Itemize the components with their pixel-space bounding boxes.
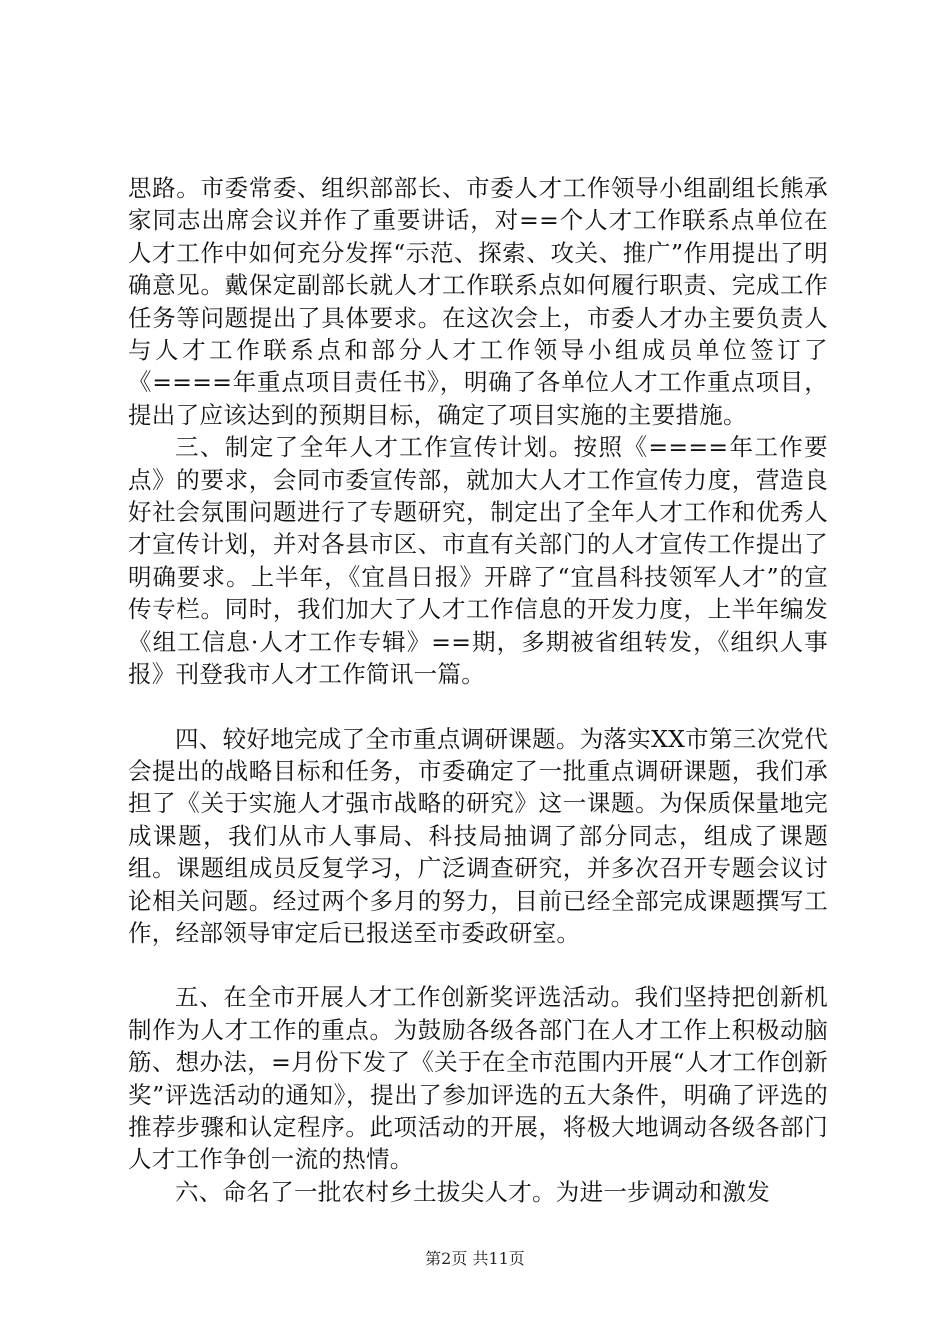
document-body [128, 172, 828, 1208]
paragraph-section-4: 四、较好地完成了全市重点调研课题。为落实XX市第三次党代会提出的战略目标和任务，市委确定了一批重点调研课题，我们承担了《关于实施人才强市战略的研究》这一课题。为保质保量地完成课题，我们从市人事局、科技局抽调了部分同志，组成了课题组。课题组成员反复学习，广泛调查研究，并多次召开专题会议讨论相关问题。经过两个多月的努力，目前已经全部完成课题撰写工作，经部领导审定后已报送至市委政研室。 [128, 724, 828, 947]
paragraph-continuation: 思路。市委常委、组织部部长、市委人才工作领导小组副组长熊承家同志出席会议并作了重要讲话，对==个人才工作联系点单位在人才工作中如何充分发挥“示范、探索、攻关、推广”作用提出了明确意见。戴保定副部长就人才工作联系点如何履行职责、完成工作任务等问题提出了具体要求。在这次会上，市委人才办主要负责人与人才工作联系点和部分人才工作领导小组成员单位签订了《====年重点项目责任书》，明确了各单位人才工作重点项目，提出了应该达到的预期目标，确定了项目实施的主要措施。 [128, 174, 828, 429]
page-number-footer: 第2页 共11页 [425, 1249, 525, 1268]
paragraph-section-3: 三、制定了全年人才工作宣传计划。按照《====年工作要点》的要求，会同市委宣传部，就加大人才工作宣传力度，营造良好社会氛围问题进行了专题研究，制定出了全年人才工作和优秀人才宣传计划，并对各县市区、市直有关部门的人才宣传工作提出了明确要求。上半年，《宜昌日报》开辟了“宜昌科技领军人才”的宣传专栏。同时，我们加大了人才工作信息的开发力度，上半年编发《组工信息·人才工作专辑》==期，多期被省组转发，《组织人事报》刊登我市人才工作简讯一篇。 [128, 433, 828, 689]
paragraph-section-6: 六、命名了一批农村乡土拔尖人才。为进一步调动和激发 [175, 1177, 770, 1206]
paragraph-section-5: 五、在全市开展人才工作创新奖评选活动。我们坚持把创新机制作为人才工作的重点。为鼓励各级各部门在人才工作上积极动脑筋、想办法，=月份下发了《关于在全市范围内开展“人才工作创新奖”评选活动的通知》，提出了参加评选的五大条件，明确了评选的推荐步骤和认定程序。此项活动的开展，将极大地调动各级各部门人才工作争创一流的热情。 [128, 983, 828, 1174]
